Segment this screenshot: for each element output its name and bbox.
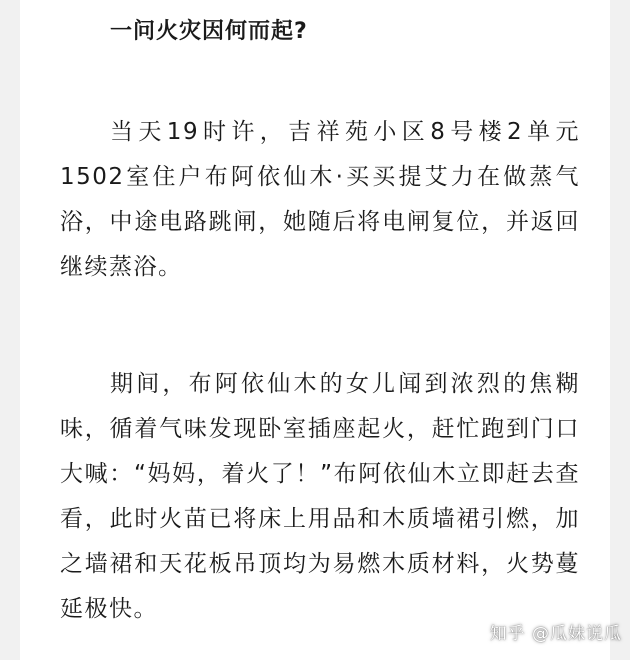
paragraph-1: 当天19时许，吉祥苑小区8号楼2单元1502室住户布阿依仙木·买买提艾力在做蒸气浴，中途电路跳闸，她随后将电闸复位，并返回继续蒸浴。 (60, 119, 580, 280)
section-title: 一问火灾因何而起? (110, 19, 308, 44)
zhihu-watermark: 知乎 @瓜妹说瓜 (489, 624, 622, 644)
article-page (20, 0, 610, 660)
paragraph-2: 期间，布阿依仙木的女儿闻到浓烈的焦糊味，循着气味发现卧室插座起火，赶忙跑到门口大喊：“妈妈，着火了！”布阿依仙木立即赶去查看，此时火苗已将床上用品和木质墙裙引燃，加之墙裙和天花板吊顶均为易燃木质材料，火势蔓延极快。 (60, 371, 580, 622)
